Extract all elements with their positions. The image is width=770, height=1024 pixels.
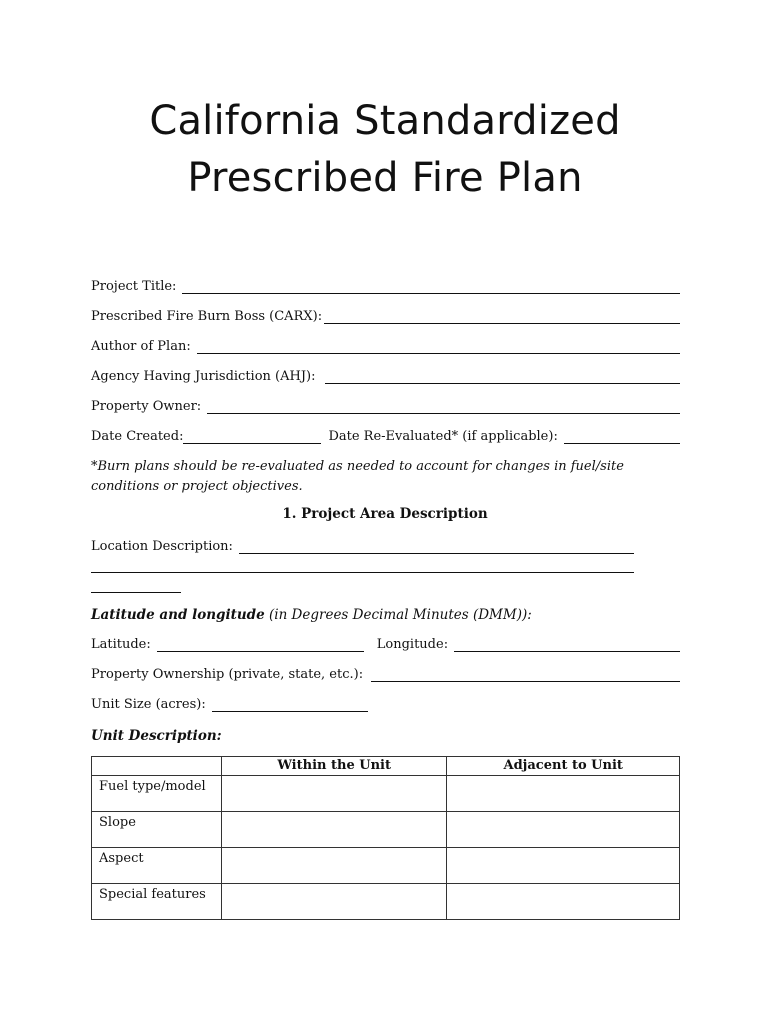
latitude-label: Latitude: (91, 637, 151, 652)
location-description-blank[interactable] (239, 537, 634, 554)
project-title-blank[interactable] (182, 277, 680, 294)
unit-size-label: Unit Size (acres): (91, 697, 206, 712)
cell-special-features-within[interactable] (221, 884, 447, 920)
location-description-blank-2[interactable] (91, 572, 634, 573)
project-title-label: Project Title: (91, 279, 177, 294)
author-label: Author of Plan: (91, 339, 191, 354)
longitude-label: Longitude: (376, 637, 449, 652)
ahj-label: Agency Having Jurisdiction (AHJ): (91, 369, 316, 384)
property-owner-label: Property Owner: (91, 399, 202, 414)
unit-description-table (91, 756, 680, 920)
table-header-blank (92, 757, 222, 776)
burn-boss-field (91, 306, 680, 328)
unit-description-label: Unit Description: (91, 728, 222, 744)
table-header-within-unit: Within the Unit (221, 757, 447, 776)
location-description-label: Location Description: (91, 539, 233, 554)
table-row (92, 812, 680, 848)
latlong-heading-rest: (in Degrees Decimal Minutes (DMM)): (264, 607, 532, 623)
cell-slope-adjacent[interactable] (447, 812, 680, 848)
document-title-line-2: Prescribed Fire Plan (187, 155, 583, 201)
property-owner-field (91, 396, 680, 418)
document-title-line-1: California Standardized (149, 98, 621, 144)
property-owner-blank[interactable] (207, 397, 680, 414)
property-ownership-blank[interactable] (371, 665, 680, 682)
latlong-field (91, 634, 680, 656)
burn-boss-label: Prescribed Fire Burn Boss (CARX): (91, 309, 323, 324)
date-created-label: Date Created: (91, 429, 184, 444)
date-reevaluated-label: Date Re-Evaluated* (if applicable): (328, 429, 558, 444)
cell-aspect-adjacent[interactable] (447, 848, 680, 884)
property-ownership-label: Property Ownership (private, state, etc.): (91, 667, 364, 682)
date-reevaluated-blank[interactable] (564, 427, 680, 444)
row-label-slope: Slope (92, 812, 222, 848)
reevaluation-note: *Burn plans should be re-evaluated as needed to account for changes in fuel/site conditions or project objectives. (91, 459, 624, 494)
longitude-blank[interactable] (454, 635, 680, 652)
property-ownership-field (91, 664, 680, 686)
latlong-heading-bold: Latitude and longitude (91, 607, 265, 623)
row-label-aspect: Aspect (92, 848, 222, 884)
table-row (92, 884, 680, 920)
cell-fuel-type-within[interactable] (221, 776, 447, 812)
author-blank[interactable] (197, 337, 680, 354)
ahj-blank[interactable] (325, 367, 680, 384)
table-row (92, 776, 680, 812)
location-description-field (91, 536, 634, 558)
unit-size-field (91, 694, 680, 716)
cell-special-features-adjacent[interactable] (447, 884, 680, 920)
latitude-blank[interactable] (157, 635, 364, 652)
unit-size-blank[interactable] (212, 695, 368, 712)
row-label-fuel-type: Fuel type/model (92, 776, 222, 812)
date-created-blank[interactable] (183, 427, 321, 444)
table-header-adjacent-unit: Adjacent to Unit (447, 757, 680, 776)
project-title-field (91, 276, 680, 298)
cell-aspect-within[interactable] (221, 848, 447, 884)
latlong-heading (91, 605, 532, 625)
table-row (92, 848, 680, 884)
author-field (91, 336, 680, 358)
cell-slope-within[interactable] (221, 812, 447, 848)
section-heading-project-area: 1. Project Area Description (282, 506, 488, 522)
location-description-blank-3[interactable] (91, 592, 181, 593)
dates-field (91, 426, 680, 448)
ahj-field (91, 366, 680, 388)
row-label-special-features: Special features (92, 884, 222, 920)
burn-boss-blank[interactable] (324, 307, 680, 324)
table-header-row (92, 757, 680, 776)
unit-description-heading (91, 726, 222, 746)
cell-fuel-type-adjacent[interactable] (447, 776, 680, 812)
